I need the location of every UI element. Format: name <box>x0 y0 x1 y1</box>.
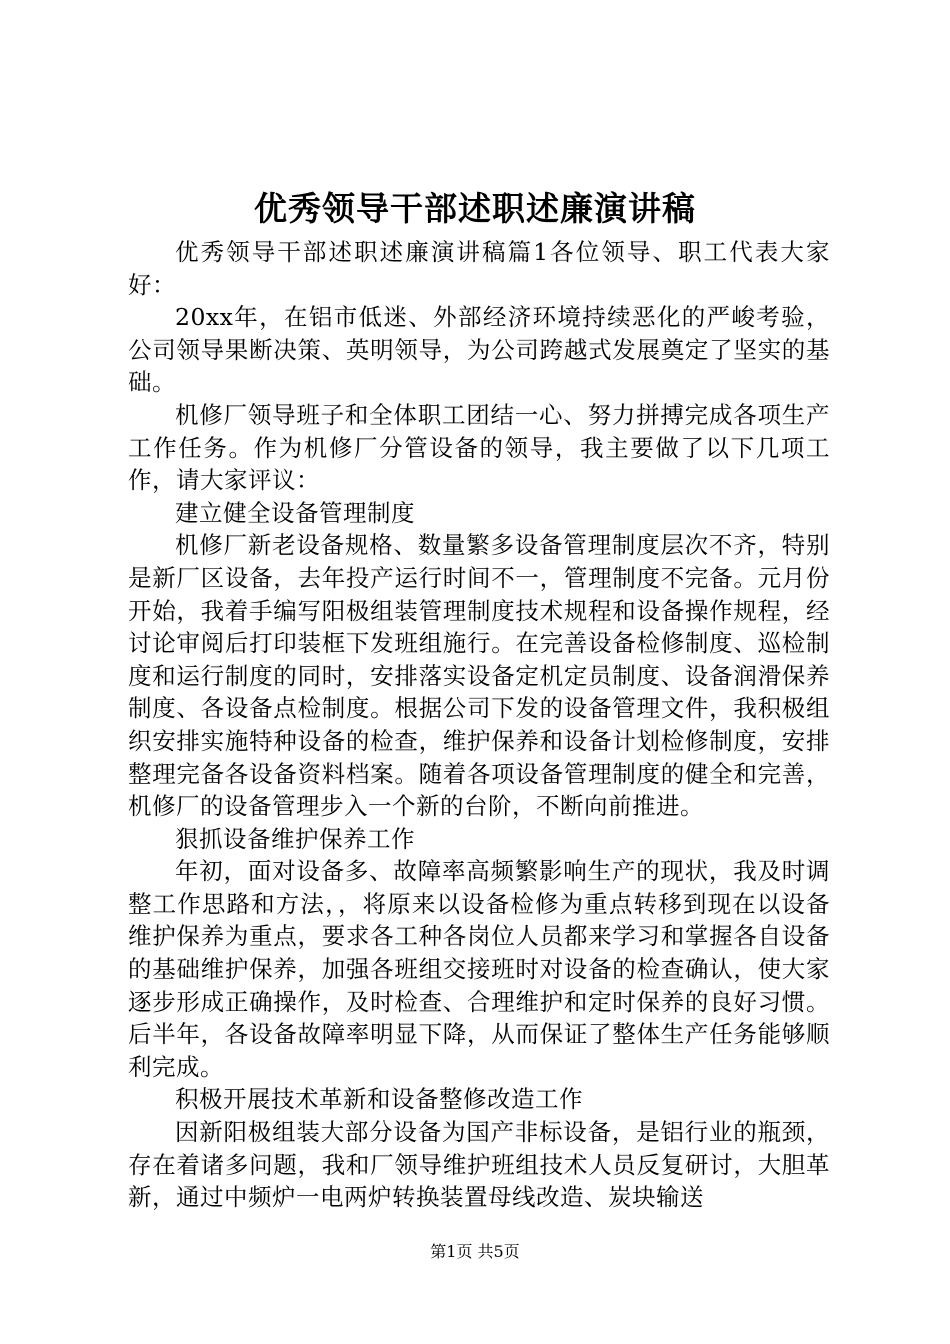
paragraph-management-system: 机修厂新老设备规格、数量繁多设备管理制度层次不齐，特别是新厂区设备，去年投产运行时间不一，管理制度不完备。元月份开始，我着手编写阳极组装管理制度技术规程和设备操作规程，经讨论审阅后打印装框下发班组施行。在完善设备检修制度、巡检制度和运行制度的同时，安排落实设备定机定员制度、设备润滑保养制度、各设备点检制度。根据公司下发的设备管理文件，我积极组织安排实施特种设备的检查，维护保养和设备计划检修制度，安排整理完备各设备资料档案。随着各项设备管理制度的健全和完善，机修厂的设备管理步入一个新的台阶，不断向前推进。 <box>128 531 830 821</box>
paragraph-innovation: 因新阳极组装大部分设备为国产非标设备，是铝行业的瓶颈，存在着诸多问题，我和厂领导维护班组技术人员反复研讨，大胆革新，通过中频炉一电两炉转换装置母线改造、炭块输送 <box>128 1118 830 1212</box>
page-footer: 第1页 共5页 <box>430 1242 520 1261</box>
section-heading-maintenance: 狠抓设备维护保养工作 <box>175 824 415 853</box>
paragraph-maintenance: 年初，面对设备多、故障率高频繁影响生产的现状，我及时调整工作思路和方法，，将原来以设备检修为重点转移到现在以设备维护保养为重点，要求各工种各岗位人员都来学习和掌握各自设备的基础维护保养，加强各班组交接班时对设备的检查确认，使大家逐步形成正确操作，及时检查、合理维护和定时保养的良好习惯。后半年，各设备故障率明显下降，从而保证了整体生产任务能够顺利完成。 <box>128 857 830 1081</box>
paragraph-work-summary: 机修厂领导班子和全体职工团结一心、努力拼搏完成各项生产工作任务。作为机修厂分管设备的领导，我主要做了以下几项工作，请大家评议： <box>128 400 830 495</box>
paragraph-greeting: 优秀领导干部述职述廉演讲稿篇1各位领导、职工代表大家好： <box>128 238 830 299</box>
document-title: 优秀领导干部述职述廉演讲稿 <box>254 189 696 228</box>
section-heading-management-system: 建立健全设备管理制度 <box>175 498 415 527</box>
document-body <box>128 236 830 1214</box>
section-heading-innovation: 积极开展技术革新和设备整修改造工作 <box>175 1085 583 1114</box>
paragraph-intro: 20xx年，在铝市低迷、外部经济环境持续恶化的严峻考验，公司领导果断决策、英明领导，为公司跨越式发展奠定了坚实的基础。 <box>128 303 830 397</box>
